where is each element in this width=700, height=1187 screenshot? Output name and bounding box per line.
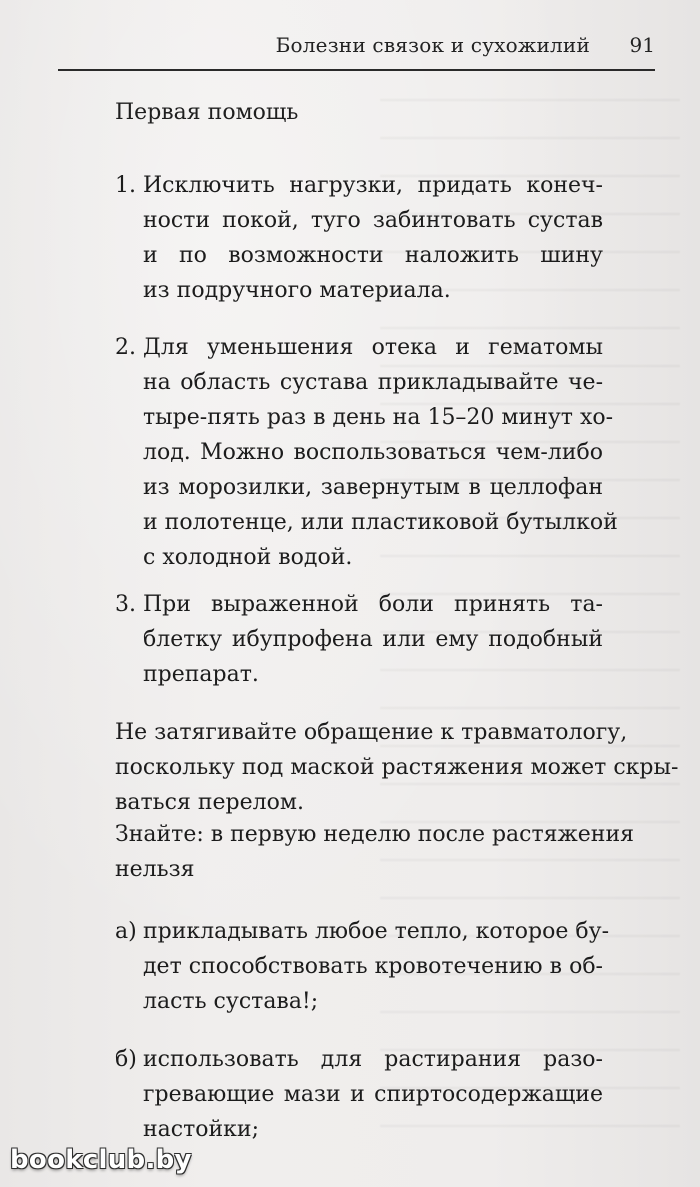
step-text <box>143 168 603 308</box>
text-line: поскольку под маской растяжения может скры- <box>115 755 679 780</box>
text-line: При выраженной боли принять та- <box>143 592 603 617</box>
text-line: Знайте: в первую неделю после растяжения <box>115 822 634 847</box>
text-line: использовать для растирания разо- <box>143 1047 603 1072</box>
header-rule <box>58 69 655 71</box>
text-line: лод. Можно воспользоваться чем-либо <box>143 440 603 465</box>
text-line: ности покой, туго забинтовать сустав <box>143 208 603 233</box>
text-line: нельзя <box>115 857 195 882</box>
text-line: настойки; <box>143 1117 260 1142</box>
text-line: дет способствовать кровотечению в об- <box>143 954 603 979</box>
step-number: 2. <box>115 335 136 360</box>
item-letter: а) <box>115 919 137 944</box>
item-text <box>143 1042 603 1147</box>
text-line: ваться перелом. <box>115 790 304 815</box>
section-heading: Первая помощь <box>115 100 299 125</box>
text-line: из подручного материала. <box>143 278 451 303</box>
step-number: 3. <box>115 592 136 617</box>
text-line: Не затягивайте обращение к травматологу, <box>115 720 628 745</box>
text-line: прикладывать любое тепло, которое бу- <box>143 919 610 944</box>
item-text <box>143 914 610 1019</box>
text-line: и полотенце, или пластиковой бутылкой <box>143 510 618 535</box>
text-line: тыре-пять раз в день на 15–20 минут хо- <box>143 405 614 430</box>
warning-paragraph <box>115 715 679 820</box>
text-line: из морозилки, завернутым в целлофан <box>143 475 603 500</box>
step-number: 1. <box>115 173 136 198</box>
text-line: Для уменьшения отека и гематомы <box>143 335 603 360</box>
step-text <box>143 330 618 575</box>
text-line: блетку ибупрофена или ему подобный <box>143 627 603 652</box>
text-line: и по возможности наложить шину <box>143 243 603 268</box>
text-line: гревающие мази и спиртосодержащие <box>143 1082 603 1107</box>
running-header <box>58 28 655 72</box>
text-line: препарат. <box>143 662 259 687</box>
text-line: с холодной водой. <box>143 545 353 570</box>
step-text <box>143 587 603 692</box>
item-letter: б) <box>115 1047 137 1072</box>
chapter-title: Болезни связок и сухожилий <box>275 33 590 57</box>
text-line: на область сустава прикладывайте че- <box>143 370 603 395</box>
page-number: 91 <box>629 33 655 57</box>
page-body <box>0 100 700 1187</box>
text-line: Исключить нагрузки, придать конеч- <box>143 173 603 198</box>
site-watermark: bookclub.by <box>10 1145 192 1175</box>
text-line: ласть сустава!; <box>143 989 319 1014</box>
know-paragraph <box>115 817 634 887</box>
